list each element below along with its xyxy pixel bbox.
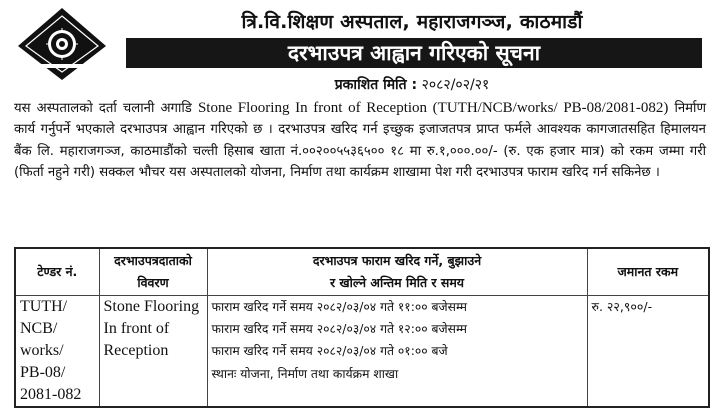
description-line: Stone Flooring bbox=[103, 298, 200, 315]
notice-title-banner: दरभाउपत्र आह्वान गरिएको सूचना bbox=[126, 38, 702, 68]
body-lead: यस अस्पतालको दर्ता चलानी अगाडि bbox=[14, 101, 198, 116]
description-line: Reception bbox=[103, 342, 169, 359]
schedule-line: फाराम खरिद गर्ने समय २०८२/०३/०४ गते ०१:०० बजे bbox=[211, 344, 448, 359]
cell-amount: रु. २२,९००/- bbox=[587, 296, 709, 408]
description-line: In front of bbox=[103, 320, 170, 337]
published-date-value: २०८२/०२/२१ bbox=[421, 77, 490, 93]
published-label: प्रकाशित मिति : bbox=[334, 77, 418, 93]
tender-no-line: works/ bbox=[20, 342, 64, 359]
header-amount: जमानत रकम bbox=[587, 248, 709, 296]
tender-no-line: 2081-082 bbox=[20, 386, 82, 403]
body-rest: निर्माण कार्य गर्नुपर्ने भएकाले दरभाउपत्र आह्वान गरिएको छ । दरभाउपत्र खरिद गर्न इच्छुक इजाजतपत्र प्राप्त फर्मले आवश्यक कागजातसहित हिमालयन बैंक लि. महाराजगञ्ज, काठमाडौंको चल्ती हिसाब खाता नं.००२००५५३६५०० १८ मा रु.१,०००.००/- (रु. एक हजार मात्र) को रकम जम्मा गरी (फिर्ता नहुने गरी) सक्कल भौचर यस अस्पतालको योजना, निर्माण तथा कार्यक्रम शाखामा पेश गरी दरभाउपत्र फाराम खरिद गर्न सकिनेछ । bbox=[14, 101, 707, 181]
schedule-line: फाराम खरिद गर्ने समय २०८२/०३/०४ गते १२:०० बजेसम्म bbox=[211, 322, 468, 337]
table-header-row bbox=[15, 248, 709, 296]
schedule-line: फाराम खरिद गर्ने समय २०८२/०३/०४ गते ११:०० बजेसम्म bbox=[211, 300, 468, 314]
hospital-name: त्रि.वि.शिक्षण अस्पताल, महाराजगञ्ज, काठमाडौं bbox=[241, 11, 583, 33]
header-details bbox=[99, 248, 207, 296]
cell-description bbox=[99, 296, 207, 408]
header-details-line1: दरभाउपत्रदाताको bbox=[114, 253, 192, 268]
notice-body bbox=[14, 98, 706, 184]
table-row bbox=[15, 296, 709, 408]
nepal-government-emblem bbox=[14, 6, 110, 82]
cell-tender-no bbox=[15, 296, 99, 408]
cell-schedule bbox=[207, 296, 587, 408]
published-date bbox=[120, 75, 704, 94]
schedule-line: स्थानः योजना, निर्माण तथा कार्यक्रम शाखा bbox=[211, 366, 399, 381]
tender-table bbox=[14, 247, 710, 408]
tender-no-line: TUTH/ bbox=[20, 298, 68, 315]
work-title-english: Stone Flooring In front of Reception (TUTH/NCB/works/ PB-08/2081-082) bbox=[197, 100, 669, 116]
tender-no-line: PB-08/ bbox=[20, 364, 66, 381]
header-details-line2: विवरण bbox=[137, 275, 169, 290]
header-dates-line1: दरभाउपत्र फाराम खरिद गर्ने, बुझाउने bbox=[312, 253, 482, 268]
header-dates bbox=[207, 248, 587, 296]
header-tender-no: टेण्डर नं. bbox=[15, 248, 99, 296]
tender-no-line: NCB/ bbox=[20, 320, 58, 337]
header-dates-line2: र खोल्ने अन्तिम मिति र समय bbox=[329, 275, 465, 290]
